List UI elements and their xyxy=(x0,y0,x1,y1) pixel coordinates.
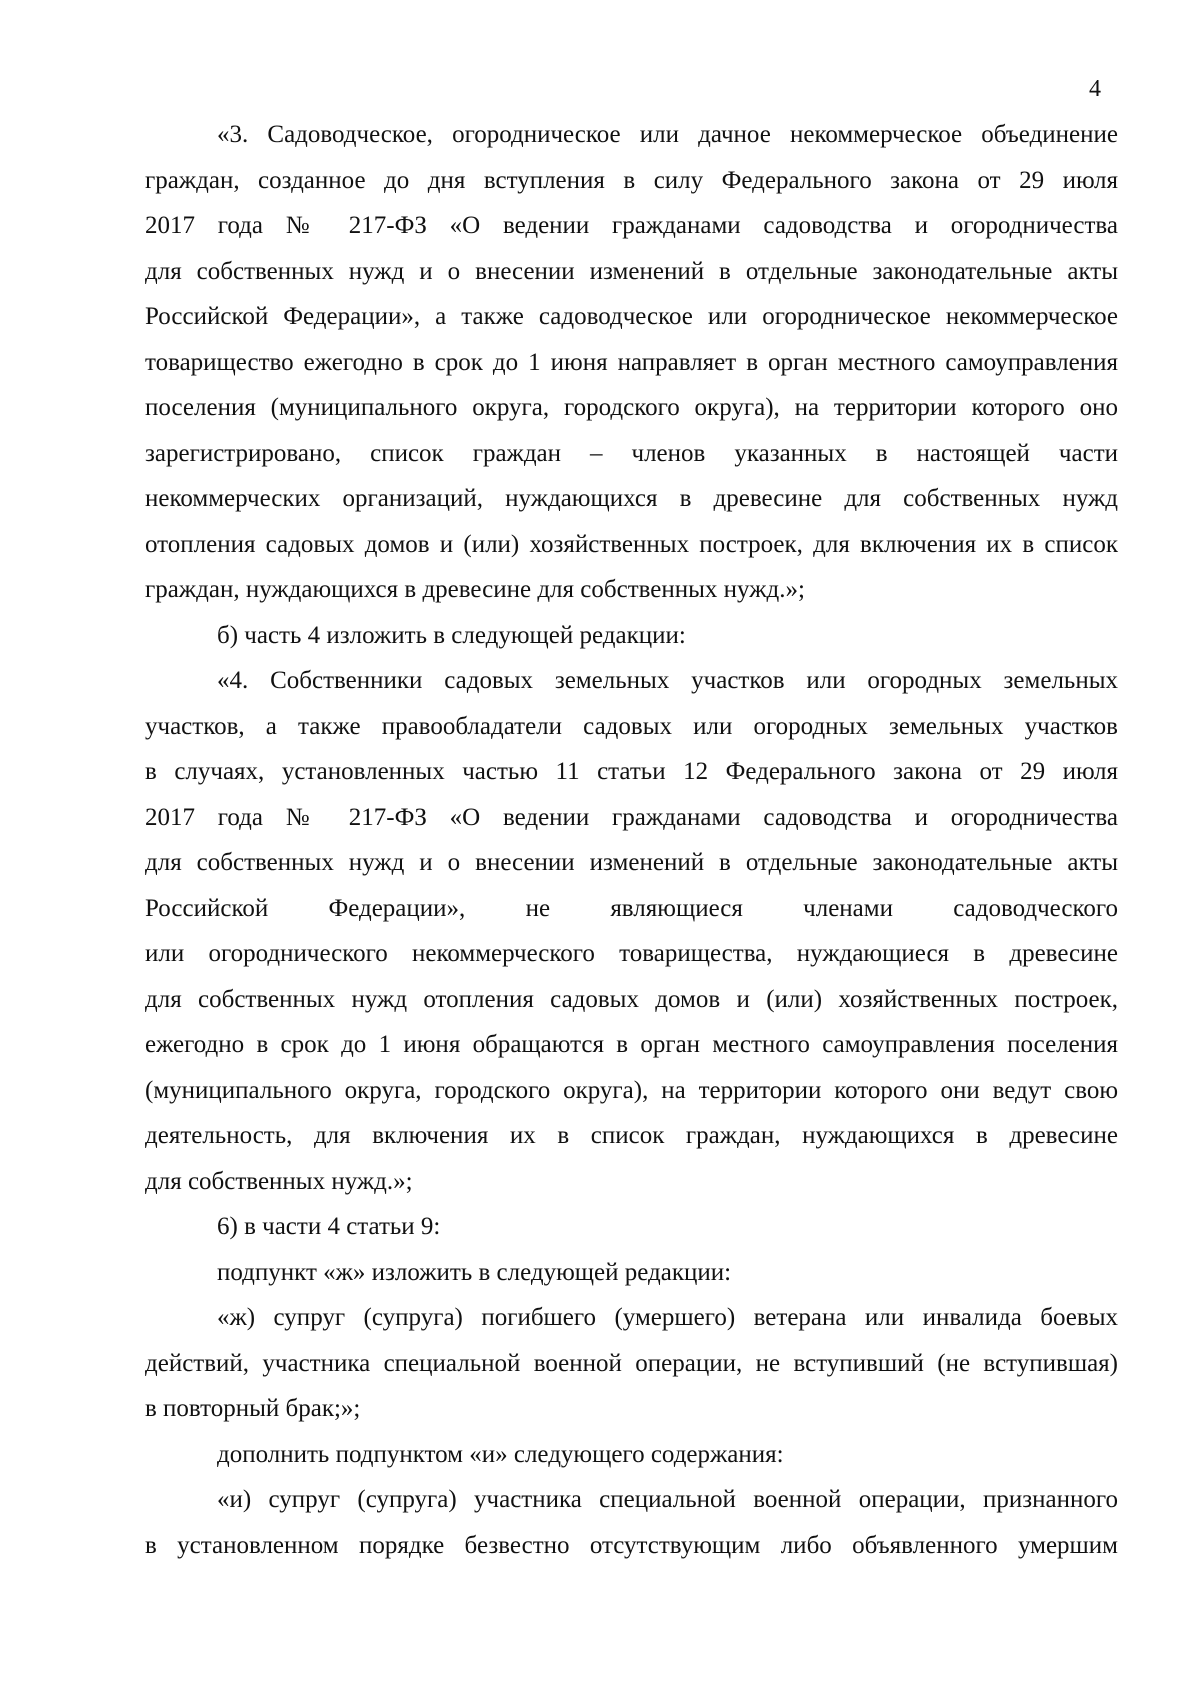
text-line: для собственных нужд отопления садовых домов и (или) хозяйственных построек, xyxy=(145,985,1118,1013)
paragraph xyxy=(145,1295,1118,1432)
paragraph xyxy=(145,613,1118,659)
paragraph xyxy=(145,1477,1118,1568)
text-line: 2017 года № 217-ФЗ «О ведении гражданами садоводства и огородничества xyxy=(145,212,1118,239)
text-line: действий, участника специальной военной операции, не вступивший (не вступившая) xyxy=(145,1349,1118,1377)
text-line: отопления садовых домов и (или) хозяйственных построек, для включения их в список xyxy=(145,530,1118,558)
text-line: «3. Садоводческое, огородническое или дачное некоммерческое объединение xyxy=(217,121,1118,148)
text-line: 2017 года № 217-ФЗ «О ведении гражданами садоводства и огородничества xyxy=(145,803,1118,831)
text-line: для собственных нужд и о внесении изменений в отдельные законодательные акты xyxy=(145,257,1118,285)
text-line: поселения (муниципального округа, городского округа), на территории которого оно xyxy=(145,394,1118,421)
text-line: граждан, нуждающихся в древесине для собственных нужд.»; xyxy=(145,576,805,603)
text-line: для собственных нужд.»; xyxy=(145,1167,413,1195)
text-line: некоммерческих организаций, нуждающихся в древесине для собственных нужд xyxy=(145,485,1118,512)
paragraph xyxy=(145,658,1118,1204)
paragraph xyxy=(145,1250,1118,1296)
document-body xyxy=(145,112,1118,1568)
text-line: Российской Федерации», не являющиеся членами садоводческого xyxy=(145,894,1118,922)
text-line: подпункт «ж» изложить в следующей редакции: xyxy=(217,1258,732,1286)
text-line: б) часть 4 изложить в следующей редакции: xyxy=(217,621,686,649)
text-line: «4. Собственники садовых земельных участков или огородных земельных xyxy=(217,667,1118,694)
text-line: или огороднического некоммерческого товарищества, нуждающиеся в древесине xyxy=(145,940,1118,967)
text-line: «ж) супруг (супруга) погибшего (умершего) ветерана или инвалида боевых xyxy=(217,1304,1118,1331)
text-line: ежегодно в срок до 1 июня обращаются в орган местного самоуправления поселения xyxy=(145,1031,1118,1058)
text-line: в повторный брак;»; xyxy=(145,1395,361,1422)
paragraph xyxy=(145,112,1118,613)
text-line: участков, а также правообладатели садовых или огородных земельных участков xyxy=(145,712,1118,740)
text-line: (муниципального округа, городского округа), на территории которого они ведут свою xyxy=(145,1076,1118,1104)
text-line: в случаях, установленных частью 11 статьи 12 Федерального закона от 29 июля xyxy=(145,758,1118,785)
text-line: граждан, созданное до дня вступления в силу Федерального закона от 29 июля xyxy=(145,166,1118,194)
text-line: Российской Федерации», а также садоводческое или огородническое некоммерческое xyxy=(145,303,1118,330)
text-line: дополнить подпунктом «и» следующего содержания: xyxy=(217,1440,784,1468)
text-line: «и) супруг (супруга) участника специальной военной операции, признанного xyxy=(217,1486,1118,1513)
text-line: в установленном порядке безвестно отсутствующим либо объявленного умершим xyxy=(145,1531,1118,1559)
paragraph xyxy=(145,1204,1118,1250)
page-number: 4 xyxy=(1089,76,1101,102)
text-line: зарегистрировано, список граждан – членов указанных в настоящей части xyxy=(145,439,1118,467)
text-line: для собственных нужд и о внесении изменений в отдельные законодательные акты xyxy=(145,849,1118,876)
text-line: 6) в части 4 статьи 9: xyxy=(217,1213,441,1240)
text-line: товарищество ежегодно в срок до 1 июня направляет в орган местного самоуправления xyxy=(145,348,1118,376)
text-line: деятельность, для включения их в список граждан, нуждающихся в древесине xyxy=(145,1122,1118,1149)
paragraph xyxy=(145,1432,1118,1478)
